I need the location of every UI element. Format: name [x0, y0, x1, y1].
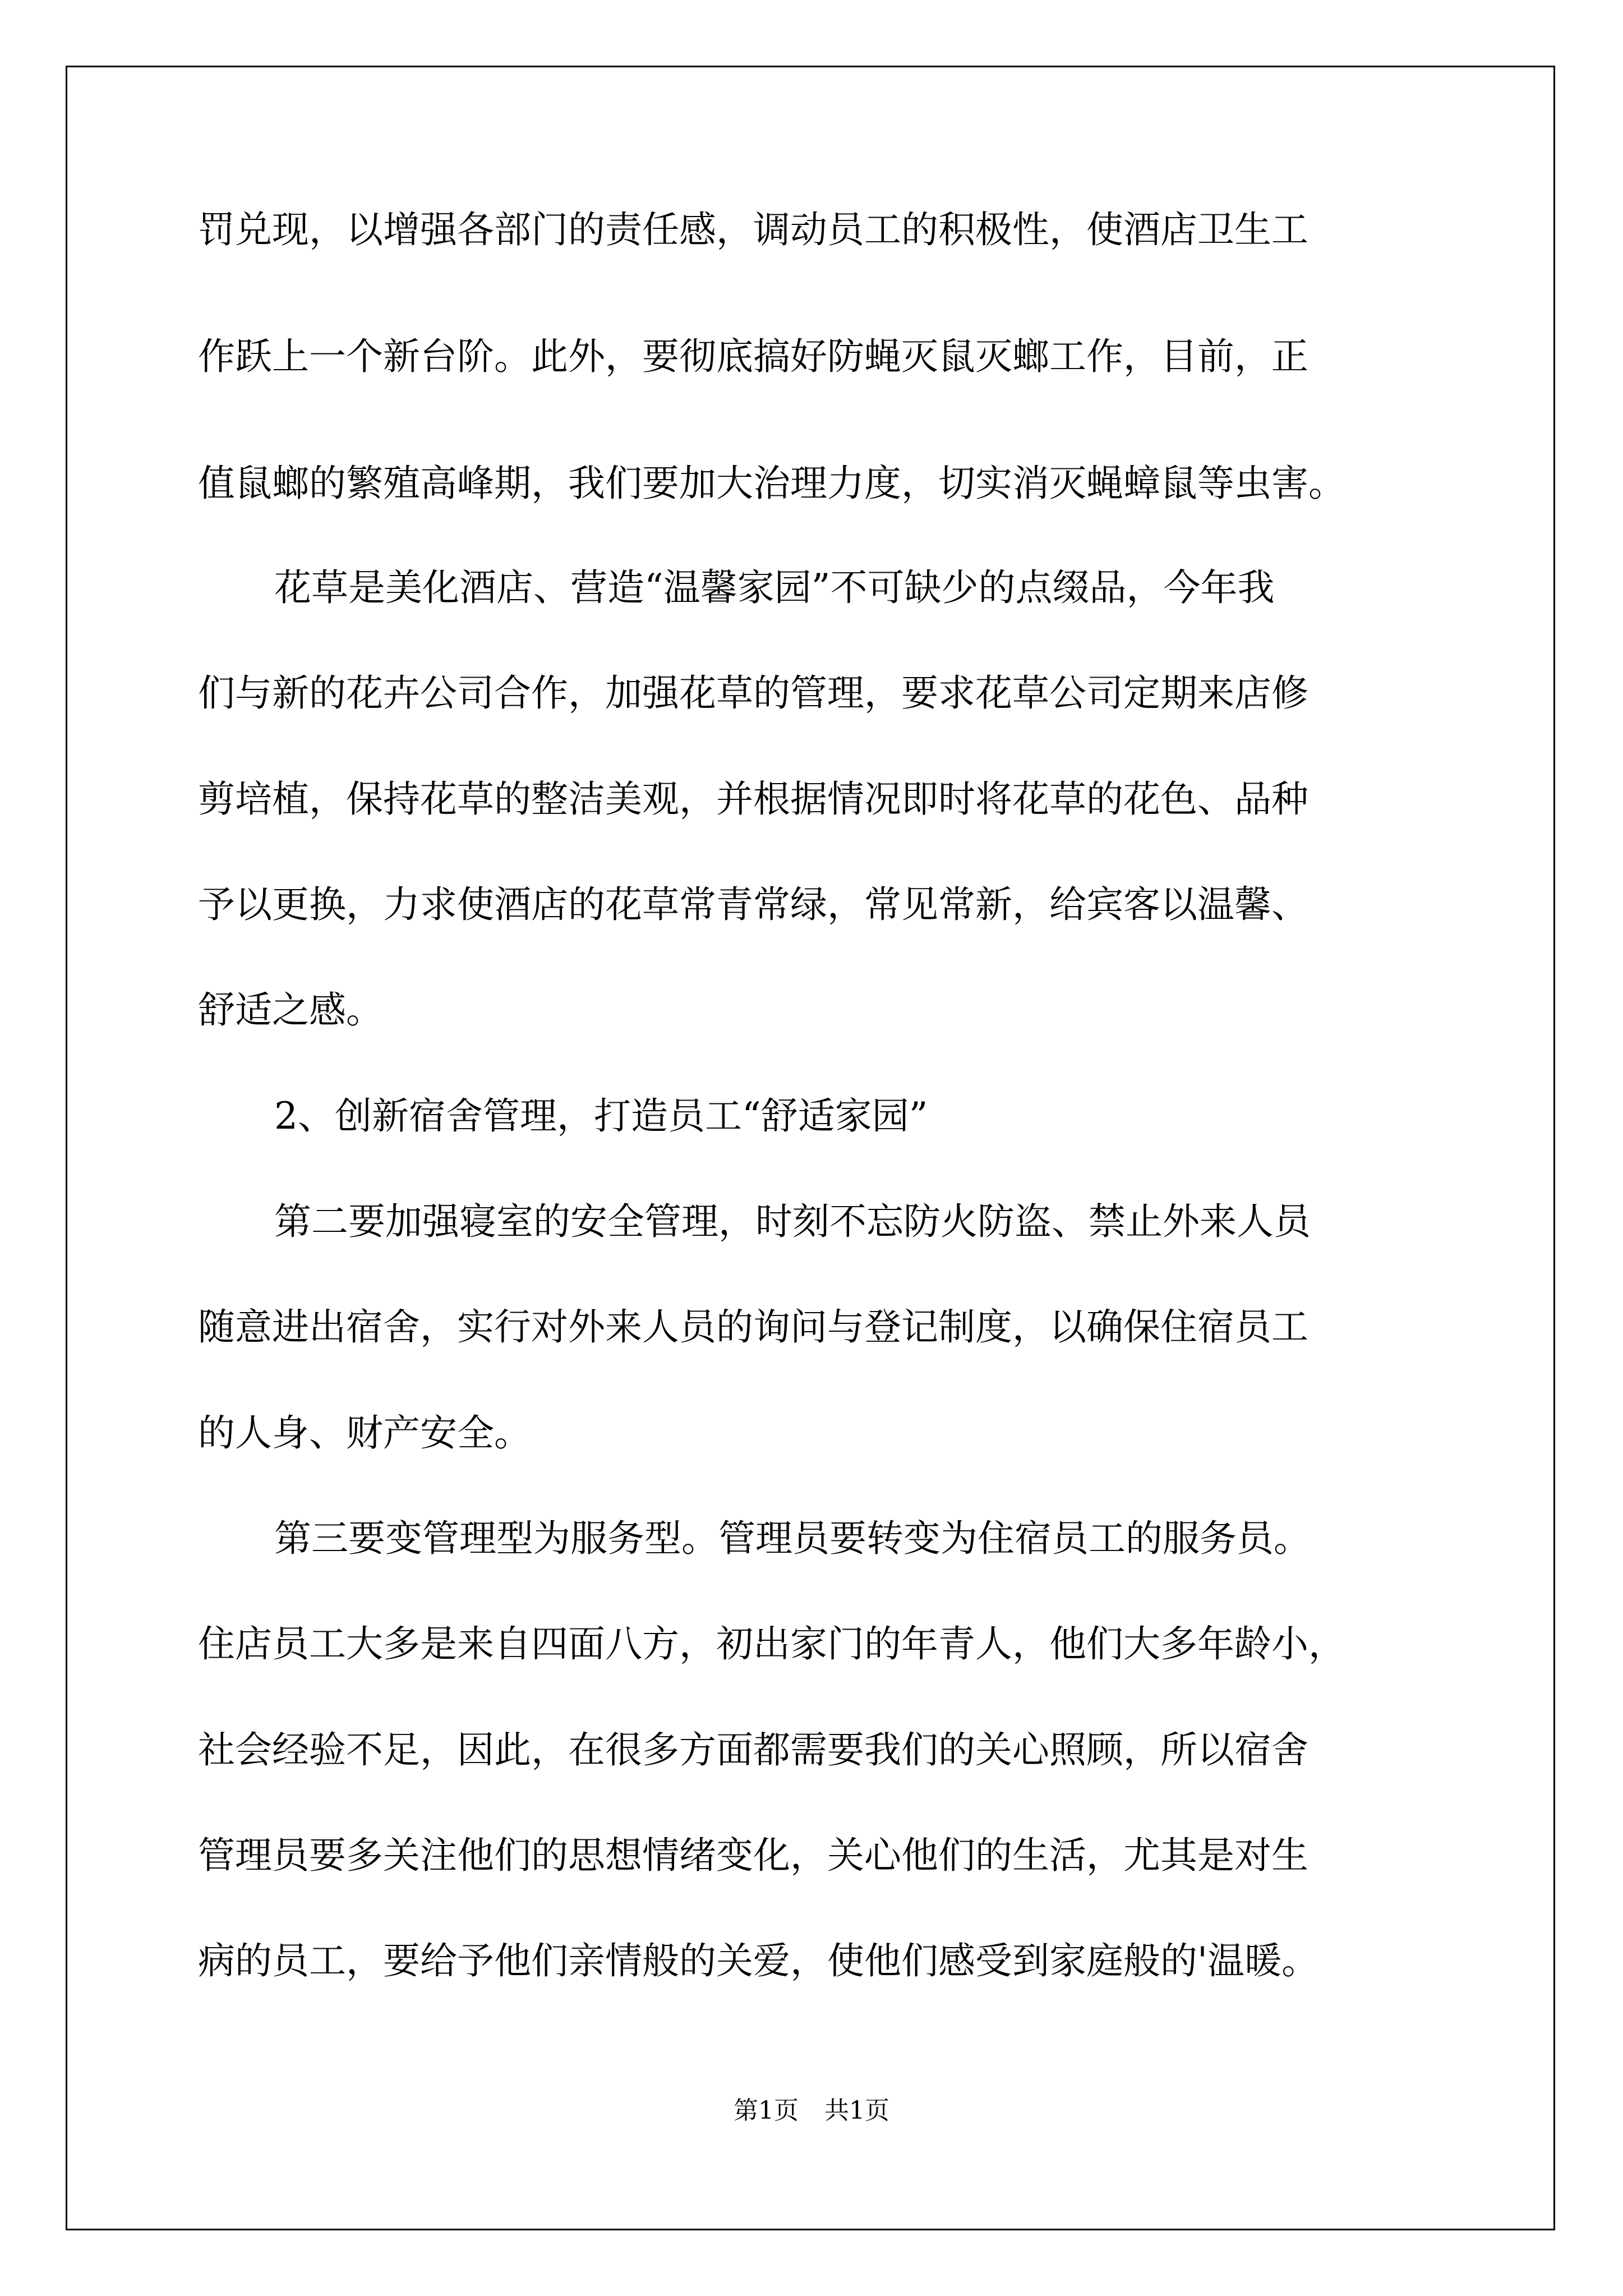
text-line: 值鼠螂的繁殖高峰期，我们要加大治理力度，切实消灭蝇蟑鼠等虫害。 [198, 462, 1345, 505]
page-total: 共1页 [824, 2096, 889, 2125]
text-line: 社会经验不足，因此，在很多方面都需要我们的关心照顾，所以宿舍 [198, 1728, 1308, 1772]
page-border [66, 66, 1555, 2230]
page-number: 第1页 [734, 2096, 799, 2125]
text-line: 们与新的花卉公司合作，加强花草的管理，要求花草公司定期来店修 [198, 671, 1308, 715]
paragraph-first-line: 第三要变管理型为服务型。管理员要转变为住宿员工的服务员。 [274, 1517, 1311, 1560]
text-line: 的人身、财产安全。 [198, 1411, 531, 1455]
paragraph-first-line: 第二要加强寝室的安全管理，时刻不忘防火防盗、禁止外来人员 [274, 1200, 1311, 1243]
text-line: 舒适之感。 [198, 988, 383, 1032]
text-line: 作跃上一个新台阶。此外，要彻底搞好防蝇灭鼠灭螂工作，目前，正 [198, 335, 1308, 378]
text-line: 住店员工大多是来自四面八方，初出家门的年青人，他们大多年龄小， [198, 1622, 1345, 1665]
text-line: 予以更换，力求使酒店的花草常青常绿，常见常新，给宾客以温馨、 [198, 883, 1308, 926]
paragraph-first-line: 花草是美化酒店、营造“温馨家园”不可缺少的点缀品，今年我 [274, 566, 1275, 609]
text-line: 管理员要多关注他们的思想情绪变化，关心他们的生活，尤其是对生 [198, 1834, 1308, 1877]
text-line: 病的员工，要给予他们亲情般的关爱，使他们感受到家庭般的'温暖。 [198, 1939, 1319, 1982]
text-line: 罚兑现，以增强各部门的责任感，调动员工的积极性，使酒店卫生工 [198, 208, 1308, 251]
text-line: 剪培植，保持花草的整洁美观，并根据情况即时将花草的花色、品种 [198, 777, 1308, 821]
text-line: 随意进出宿舍，实行对外来人员的询问与登记制度，以确保住宿员工 [198, 1305, 1308, 1349]
page-footer [0, 2097, 1623, 2125]
section-heading: 2、创新宿舍管理，打造员工“舒适家园” [274, 1094, 928, 1138]
